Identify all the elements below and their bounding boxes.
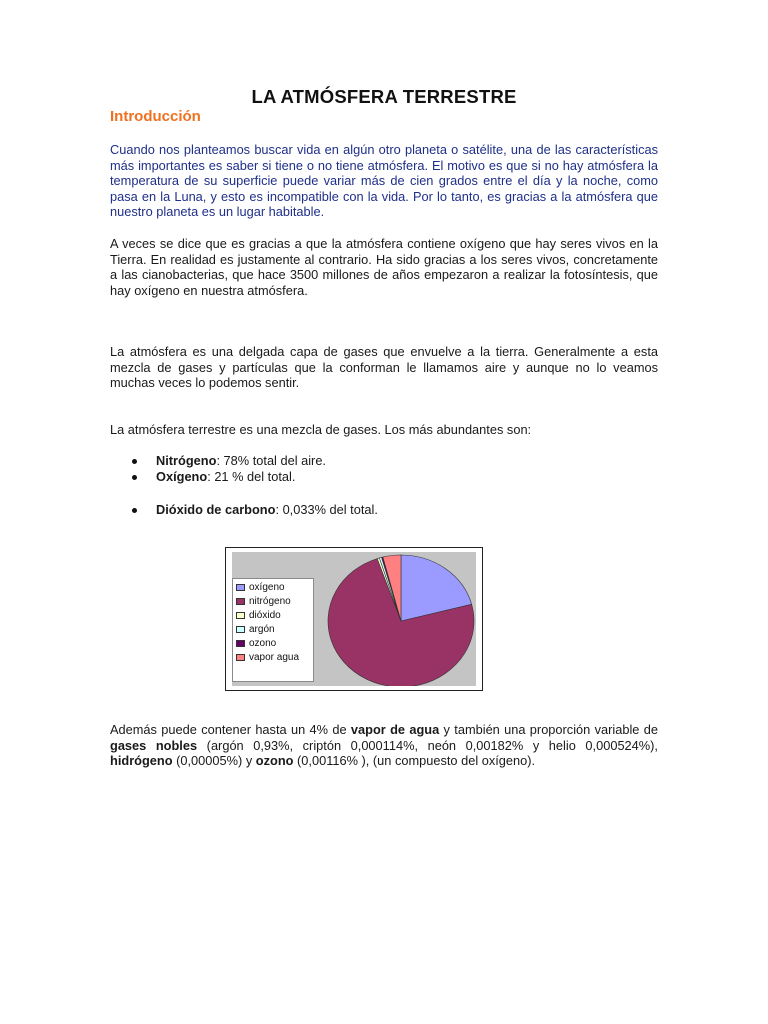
bold-term: vapor de agua [350,722,440,737]
intro-paragraph-2: A veces se dice que es gracias a que la atmósfera contiene oxígeno que hay seres vivos en la Tierra. En realidad es justamente al contrario. Ha sido gracias a los seres vivos, concretamente a las cianobacterias, que hace 3500 millones de años empezaron a realizar la fotosíntesis, que hay oxígeno en nuestra atmósfera. [110,236,658,298]
list-item [132,469,326,485]
bullet-icon [132,459,137,464]
legend-list [233,579,313,665]
legend-item [233,637,313,651]
bullet-icon [132,475,137,480]
bold-term: hidrógeno [110,753,173,769]
text-run: (0,00116% ), (un compuesto del oxígeno). [293,753,536,769]
bold-term: ozono [255,753,294,769]
legend-label: nitrógeno [249,596,291,607]
list-item-text: : 0,033% del total. [275,502,378,517]
list-item [132,502,378,518]
legend-item [233,651,313,665]
legend-label: dióxido [249,610,281,621]
list-item-term: Dióxido de carbono [156,502,276,517]
chart-area [232,552,476,686]
legend-swatch [236,640,245,647]
intro-paragraph-3: La atmósfera es una delgada capa de gases que envuelve a la tierra. Generalmente a esta mezcla de gases y partículas que la conforman le llamamos aire y aunque no lo veamos muchas veces lo podemos sentir. [110,344,658,391]
list-item-term: Nitrógeno [156,453,217,468]
legend-item [233,623,313,637]
legend-item [233,595,313,609]
bold-term: gases nobles [110,737,198,753]
text-run: Además puede contener hasta un 4% de [110,722,351,737]
intro-paragraph-1: Cuando nos planteamos buscar vida en algún otro planeta o satélite, una de las características más importantes es saber si tiene o no tiene atmósfera. El motivo es que si no hay atmósfera la temperatura de su superficie puede variar más de cien grados entre el día y la noche, como pasa en la Luna, y esto es incompatible con la vida. Por lo tanto, es gracias a la atmósfera que nuestro planeta es un lugar habitable. [110,142,658,220]
list-item [132,453,326,469]
document-title: LA ATMÓSFERA TERRESTRE [251,86,517,107]
pie-chart [326,552,476,686]
closing-paragraph [110,722,658,769]
chart-legend [232,578,314,682]
pie-chart-frame [225,547,483,691]
gas-list [132,453,326,485]
legend-swatch [236,598,245,605]
legend-label: argón [249,624,275,635]
list-item-text: : 78% total del aire. [216,453,326,468]
text-run: (argón 0,93%, criptón 0,000114%, neón 0,00182% y helio 0,000524%), [197,737,658,753]
legend-item [233,581,313,595]
bullet-icon [132,508,137,513]
text-run: y también una proporción variable de [439,722,658,737]
legend-swatch [236,612,245,619]
text-run: (0,00005%) y [172,753,256,769]
legend-label: oxígeno [249,582,285,593]
gas-list-2 [132,502,378,518]
legend-swatch [236,584,245,591]
legend-label: vapor agua [249,652,300,663]
list-item-term: Oxígeno [156,469,208,484]
legend-swatch [236,654,245,661]
section-heading: Introducción [110,108,201,125]
legend-label: ozono [249,638,277,649]
legend-item [233,609,313,623]
intro-paragraph-4: La atmósfera terrestre es una mezcla de gases. Los más abundantes son: [110,422,532,437]
legend-swatch [236,626,245,633]
list-item-text: : 21 % del total. [207,469,296,484]
